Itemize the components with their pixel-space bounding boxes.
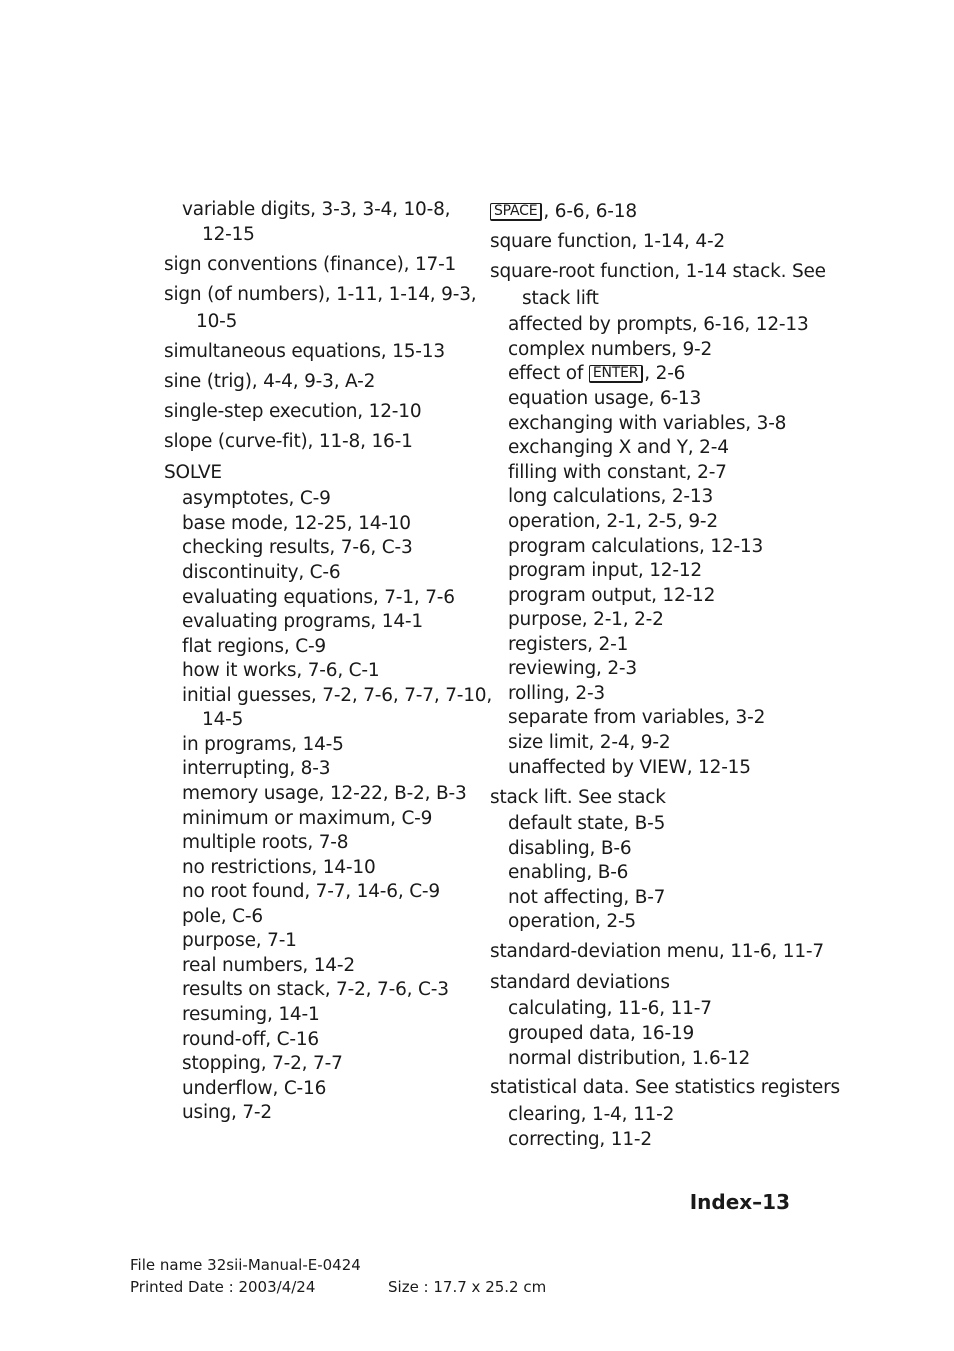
index-subentry: affected by prompts, 6-16, 12-13 bbox=[508, 314, 809, 335]
index-entry: slope (curve-fit), 11-8, 16-1 bbox=[164, 431, 413, 452]
index-entry: standard-deviation menu, 11-6, 11-7 bbox=[490, 941, 824, 962]
index-subentry: purpose, 2-1, 2-2 bbox=[508, 609, 664, 630]
index-subentry: program calculations, 12-13 bbox=[508, 536, 764, 557]
index-subentry: exchanging with variables, 3-8 bbox=[508, 413, 787, 434]
index-entry: statistical data. See statistics registers bbox=[490, 1077, 840, 1098]
index-subentry: no root found, 7-7, 14-6, C-9 bbox=[182, 881, 440, 902]
index-entry: single-step execution, 12-10 bbox=[164, 401, 422, 422]
index-subentry: using, 7-2 bbox=[182, 1102, 272, 1123]
index-entry: sine (trig), 4-4, 9-3, A-2 bbox=[164, 371, 376, 392]
index-subentry: asymptotes, C-9 bbox=[182, 488, 331, 509]
index-subentry: correcting, 11-2 bbox=[508, 1129, 652, 1150]
index-subentry: program input, 12-12 bbox=[508, 560, 702, 581]
index-entry-continuation: stack lift bbox=[522, 288, 599, 309]
index-subentry: memory usage, 12-22, B-2, B-3 bbox=[182, 783, 467, 804]
index-subentry: unaffected by VIEW, 12-15 bbox=[508, 757, 751, 778]
index-subentry: round-off, C-16 bbox=[182, 1029, 319, 1050]
index-subentry: no restrictions, 14-10 bbox=[182, 857, 376, 878]
index-subentry: discontinuity, C-6 bbox=[182, 562, 341, 583]
footer-size: Size : 17.7 x 25.2 cm bbox=[388, 1278, 547, 1296]
index-subentry: calculating, 11-6, 11-7 bbox=[508, 998, 712, 1019]
index-subentry: operation, 2-1, 2-5, 9-2 bbox=[508, 511, 718, 532]
index-subentry: results on stack, 7-2, 7-6, C-3 bbox=[182, 979, 449, 1000]
page-number: Index–13 bbox=[689, 1190, 790, 1214]
index-entry: square-root function, 1-14 stack. See bbox=[490, 261, 826, 282]
index-entry: square function, 1-14, 4-2 bbox=[490, 231, 726, 252]
index-subentry: equation usage, 6-13 bbox=[508, 388, 702, 409]
index-entry-pages: , 2-6 bbox=[644, 363, 686, 384]
index-subentry: default state, B-5 bbox=[508, 813, 666, 834]
index-subentry: interrupting, 8-3 bbox=[182, 758, 331, 779]
index-subentry: minimum or maximum, C-9 bbox=[182, 808, 433, 829]
index-subentry: grouped data, 16-19 bbox=[508, 1023, 695, 1044]
index-subentry: base mode, 12-25, 14-10 bbox=[182, 513, 411, 534]
index-entry-pages: , 6-6, 6-18 bbox=[543, 201, 637, 222]
footer-file-name: File name 32sii-Manual-E-0424 bbox=[130, 1256, 361, 1274]
index-subentry: how it works, 7-6, C-1 bbox=[182, 660, 380, 681]
index-subentry: operation, 2-5 bbox=[508, 911, 637, 932]
index-subentry: real numbers, 14-2 bbox=[182, 955, 355, 976]
index-entry: variable digits, 3-3, 3-4, 10-8, bbox=[182, 199, 451, 220]
index-subentry: pole, C-6 bbox=[182, 906, 263, 927]
index-subentry: purpose, 7-1 bbox=[182, 930, 297, 951]
index-subentry-enter-key bbox=[508, 362, 685, 386]
index-entry: standard deviations bbox=[490, 972, 670, 993]
index-subentry: rolling, 2-3 bbox=[508, 683, 605, 704]
index-subentry: evaluating equations, 7-1, 7-6 bbox=[182, 587, 455, 608]
index-subentry: size limit, 2-4, 9-2 bbox=[508, 732, 671, 753]
index-entry: simultaneous equations, 15-13 bbox=[164, 341, 445, 362]
space-key-icon: SPACE bbox=[490, 203, 542, 221]
index-subentry: checking results, 7-6, C-3 bbox=[182, 537, 413, 558]
index-subentry: separate from variables, 3-2 bbox=[508, 707, 766, 728]
index-entry-continuation: 10-5 bbox=[196, 311, 238, 332]
index-entry: stack lift. See stack bbox=[490, 787, 666, 808]
index-entry: sign (of numbers), 1-11, 1-14, 9-3, bbox=[164, 284, 477, 305]
index-subentry: stopping, 7-2, 7-7 bbox=[182, 1053, 343, 1074]
index-subentry: evaluating programs, 14-1 bbox=[182, 611, 423, 632]
index-subentry: initial guesses, 7-2, 7-6, 7-7, 7-10, bbox=[182, 685, 493, 706]
index-entry-label: effect of bbox=[508, 363, 589, 384]
footer-printed-date: Printed Date : 2003/4/24 bbox=[130, 1278, 316, 1296]
index-subentry: long calculations, 2-13 bbox=[508, 486, 714, 507]
index-subentry: underflow, C-16 bbox=[182, 1078, 327, 1099]
index-subentry: reviewing, 2-3 bbox=[508, 658, 637, 679]
index-subentry: not affecting, B-7 bbox=[508, 887, 666, 908]
index-subentry: complex numbers, 9-2 bbox=[508, 339, 713, 360]
index-entry-continuation: 12-15 bbox=[202, 224, 255, 245]
index-subentry: disabling, B-6 bbox=[508, 838, 632, 859]
index-subentry: enabling, B-6 bbox=[508, 862, 629, 883]
index-subentry: normal distribution, 1.6-12 bbox=[508, 1048, 751, 1069]
index-subentry: registers, 2-1 bbox=[508, 634, 629, 655]
index-subentry: multiple roots, 7-8 bbox=[182, 832, 349, 853]
index-subentry: flat regions, C-9 bbox=[182, 636, 326, 657]
index-subentry: program output, 12-12 bbox=[508, 585, 716, 606]
index-entry-continuation: 14-5 bbox=[202, 709, 244, 730]
index-subentry: exchanging X and Y, 2-4 bbox=[508, 437, 729, 458]
index-subentry: resuming, 14-1 bbox=[182, 1004, 320, 1025]
index-subentry: in programs, 14-5 bbox=[182, 734, 344, 755]
index-entry: sign conventions (finance), 17-1 bbox=[164, 254, 457, 275]
index-subentry: filling with constant, 2-7 bbox=[508, 462, 727, 483]
index-entry: SOLVE bbox=[164, 462, 222, 483]
index-entry-space-key bbox=[490, 200, 637, 224]
enter-key-icon: ENTER bbox=[589, 365, 643, 383]
index-subentry: clearing, 1-4, 11-2 bbox=[508, 1104, 675, 1125]
